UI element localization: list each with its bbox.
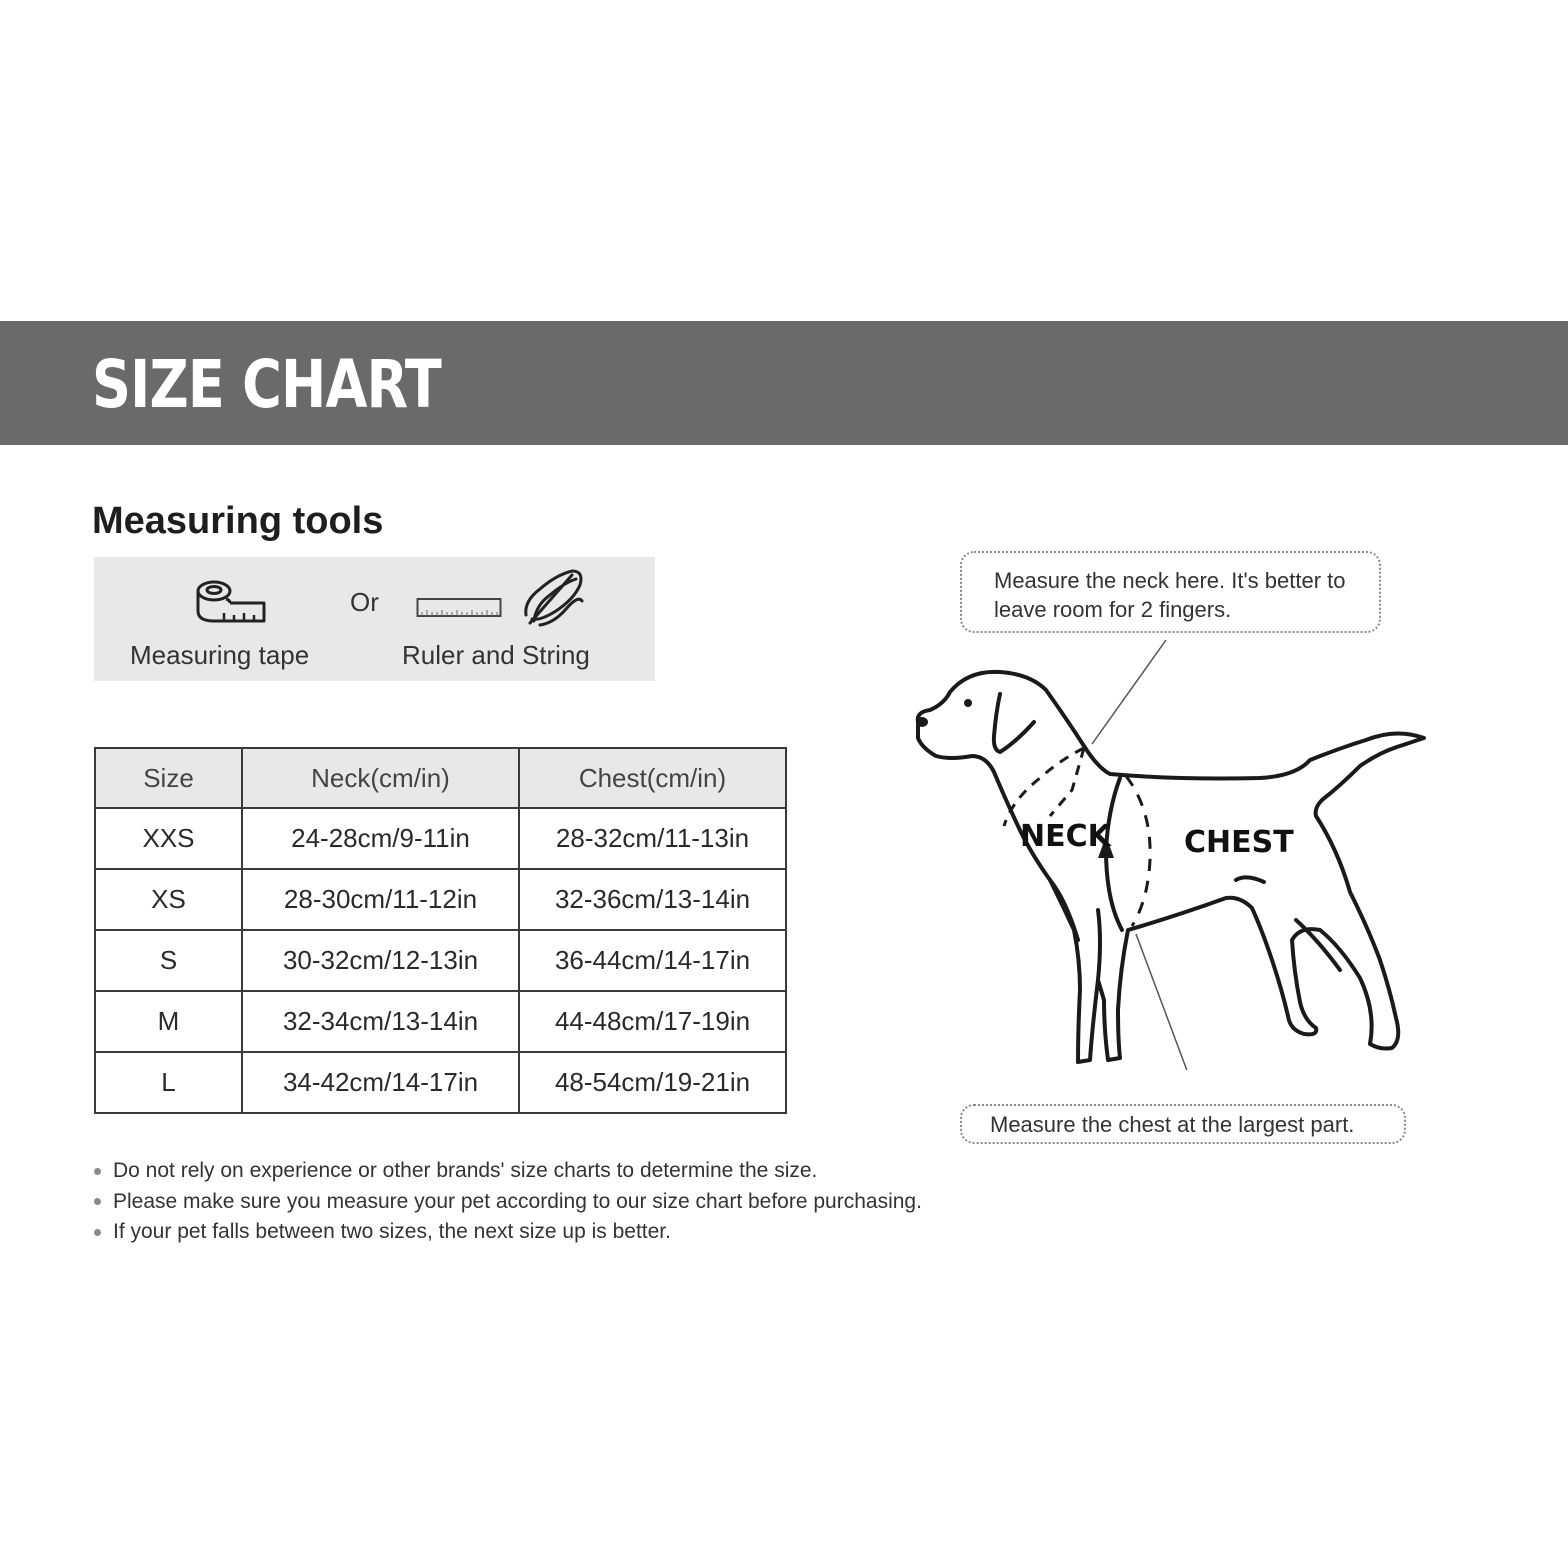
bullet-icon <box>94 1168 101 1175</box>
size-cell: S <box>95 930 242 991</box>
size-table <box>94 747 787 1114</box>
notes-list <box>94 1156 922 1248</box>
bullet-icon <box>94 1198 101 1205</box>
chest-callout: Measure the chest at the largest part. <box>960 1104 1406 1144</box>
chest-cell: 32-36cm/13-14in <box>519 869 786 930</box>
column-header-chest: Chest(cm/in) <box>519 748 786 808</box>
dog-illustration <box>900 630 1440 1070</box>
size-cell: M <box>95 991 242 1052</box>
chest-cell: 48-54cm/19-21in <box>519 1052 786 1113</box>
measuring-tape-icon <box>194 577 268 627</box>
neck-cell: 24-28cm/9-11in <box>242 808 519 869</box>
page-title: SIZE CHART <box>92 346 442 423</box>
table-row <box>95 808 786 869</box>
chest-cell: 36-44cm/14-17in <box>519 930 786 991</box>
neck-cell: 32-34cm/13-14in <box>242 991 519 1052</box>
table-row <box>95 1052 786 1113</box>
note-item <box>94 1156 922 1187</box>
neck-label: NECK <box>1020 819 1111 854</box>
measuring-tools-panel <box>94 557 655 681</box>
neck-callout: Measure the neck here. It's better to leave room for 2 fingers. <box>960 551 1381 633</box>
note-text: Please make sure you measure your pet according to our size chart before purchasing. <box>113 1189 922 1213</box>
dog-ear <box>994 694 1034 752</box>
ruler-icon <box>416 597 502 619</box>
size-cell: L <box>95 1052 242 1113</box>
table-row <box>95 991 786 1052</box>
column-header-neck: Neck(cm/in) <box>242 748 519 808</box>
measuring-tape-label: Measuring tape <box>130 640 310 670</box>
note-item <box>94 1217 922 1248</box>
chest-cell: 28-32cm/11-13in <box>519 808 786 869</box>
measuring-tools-heading: Measuring tools <box>92 500 384 542</box>
chest-cell: 44-48cm/17-19in <box>519 991 786 1052</box>
table-header-row <box>95 748 786 808</box>
neck-cell: 30-32cm/12-13in <box>242 930 519 991</box>
size-cell: XXS <box>95 808 242 869</box>
note-text: Do not rely on experience or other brands' size charts to determine the size. <box>113 1159 818 1182</box>
note-item <box>94 1187 922 1218</box>
neck-cell: 28-30cm/11-12in <box>242 869 519 930</box>
column-header-size: Size <box>95 748 242 808</box>
header-banner <box>0 321 1568 445</box>
chest-label: CHEST <box>1184 825 1294 860</box>
size-cell: XS <box>95 869 242 930</box>
table-row <box>95 869 786 930</box>
table-row <box>95 930 786 991</box>
or-label: Or <box>350 587 379 617</box>
chest-measure-line <box>1126 776 1150 926</box>
ruler-and-string-label: Ruler and String <box>402 640 590 670</box>
bullet-icon <box>94 1229 101 1236</box>
string-icon <box>520 565 588 631</box>
neck-cell: 34-42cm/14-17in <box>242 1052 519 1113</box>
note-text: If your pet falls between two sizes, the next size up is better. <box>113 1220 671 1243</box>
